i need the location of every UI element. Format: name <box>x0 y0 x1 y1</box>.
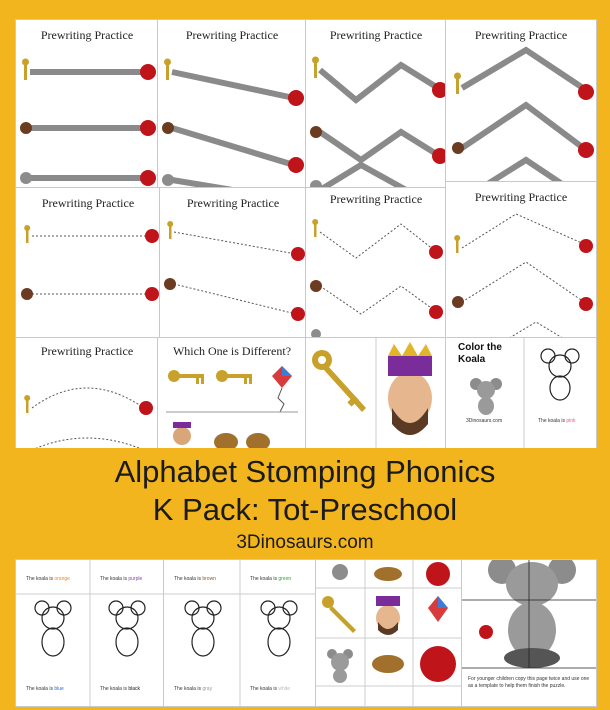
color-title: Color the Koala <box>458 342 502 365</box>
koala-sentence-card <box>16 560 164 706</box>
koala-sentence: The koala is gray <box>174 686 213 692</box>
worksheet-title: Prewriting Practice <box>41 196 135 210</box>
worksheet-title: Prewriting Practice <box>186 196 280 210</box>
different-title: Which One is Different? <box>172 344 292 358</box>
worksheet-card <box>16 338 158 452</box>
worksheet-title: Prewriting Practice <box>474 190 568 204</box>
trace-lines <box>306 20 446 192</box>
title-banner <box>0 448 610 560</box>
trace-lines <box>16 20 158 192</box>
key-icon <box>168 370 204 384</box>
dotted-trace-lines <box>16 338 158 452</box>
different-card <box>158 338 306 452</box>
puzzle-card <box>462 560 596 706</box>
puzzle-note: For younger children copy this page twice and use one as a template to help them finish the puzzle. <box>468 676 590 689</box>
kangaroo-icon <box>374 567 402 581</box>
letter-k-icon <box>420 646 456 682</box>
koala-outline-icon <box>541 349 579 400</box>
dotted-trace-lines <box>16 188 160 340</box>
banner-title: Alphabet Stomping Phonics <box>114 454 496 489</box>
color-koala-card <box>446 338 596 452</box>
picture-card <box>306 338 446 452</box>
banner-site: 3Dinosaurs.com <box>236 532 374 553</box>
worksheet-title: Prewriting Practice <box>40 344 134 358</box>
koala-sentence: The koala is brown <box>174 576 216 582</box>
kite-icon <box>272 366 292 412</box>
dotted-trace-lines <box>306 188 446 340</box>
key-icon <box>312 350 366 412</box>
worksheet-card <box>306 188 446 340</box>
letter-k-icon <box>426 562 450 586</box>
worksheet-card <box>446 20 596 192</box>
key-icon <box>322 596 356 633</box>
koala-icon <box>332 564 348 580</box>
worksheet-card <box>446 182 596 340</box>
trace-lines <box>446 20 596 192</box>
koala-icon <box>327 649 353 683</box>
picture-grid <box>316 560 462 706</box>
worksheet-card <box>160 188 306 340</box>
letter-k-icon <box>479 625 493 639</box>
worksheet-title: Prewriting Practice <box>474 28 568 42</box>
worksheet-title: Prewriting Practice <box>185 28 279 42</box>
koala-icon <box>488 560 576 668</box>
worksheet-card <box>306 20 446 192</box>
koala-sentence: The koala is purple <box>100 576 143 582</box>
worksheet-card <box>158 20 306 192</box>
picture-grid <box>306 338 446 452</box>
picture-grid-card <box>316 560 462 706</box>
koala-sentence: The koala is orange <box>26 576 70 582</box>
king-icon <box>376 596 400 635</box>
dotted-trace-lines <box>160 188 306 340</box>
banner-subtitle: K Pack: Tot-Preschool <box>152 492 458 527</box>
king-icon <box>173 422 191 445</box>
worksheet-title: Prewriting Practice <box>40 28 134 42</box>
koala-sentence: The koala is pink <box>538 418 576 424</box>
koala-sentence: The koala is white <box>250 686 291 692</box>
koala-sentence: The koala is blue <box>26 686 64 692</box>
koala-sentence: The koala is green <box>250 576 292 582</box>
dotted-trace-lines <box>446 182 596 340</box>
worksheet-title: Prewriting Practice <box>329 192 423 206</box>
trace-lines <box>158 20 306 192</box>
koala-sentence: The koala is black <box>100 686 141 692</box>
koala-icon <box>470 378 502 415</box>
koala-sentence-card <box>164 560 316 706</box>
king-icon <box>388 342 432 435</box>
worksheet-card <box>16 188 160 340</box>
site-small-text: 3Dinosaurs.com <box>466 418 503 424</box>
kite-icon <box>428 596 448 622</box>
key-icon <box>216 370 252 384</box>
kangaroo-icon <box>372 655 404 673</box>
koala-images <box>446 338 596 452</box>
worksheet-title: Prewriting Practice <box>329 28 423 42</box>
different-images <box>158 338 306 452</box>
worksheet-card <box>16 20 158 192</box>
